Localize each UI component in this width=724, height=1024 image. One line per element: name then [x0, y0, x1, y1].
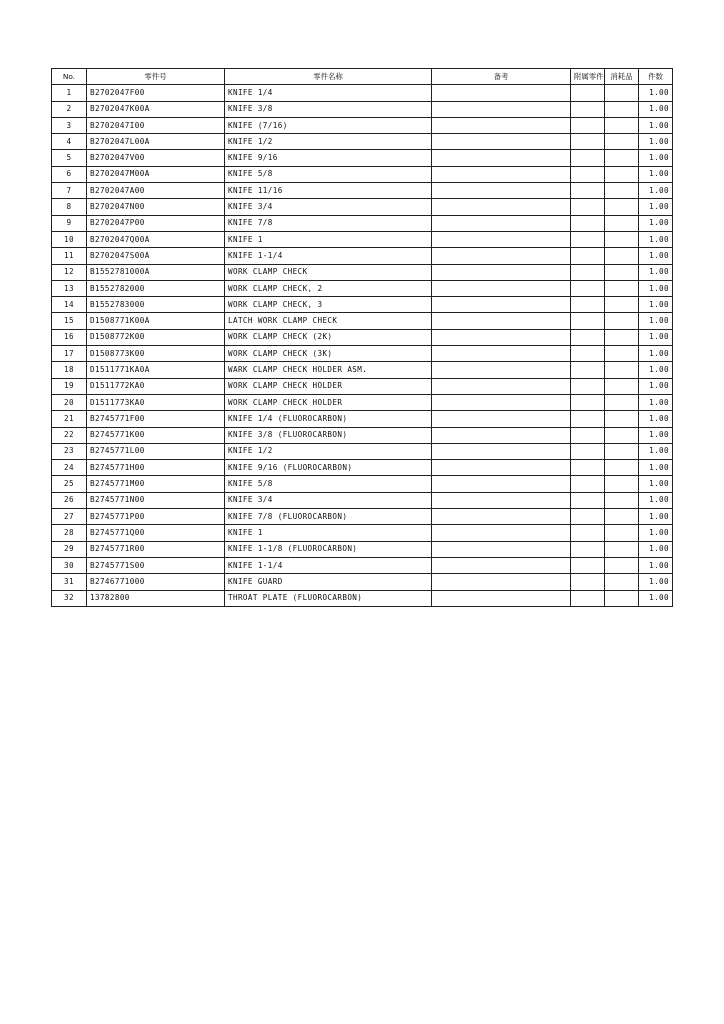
cell-remarks	[432, 117, 571, 133]
cell-consumable	[605, 215, 639, 231]
cell-remarks	[432, 329, 571, 345]
parts-table	[51, 68, 673, 607]
cell-no: 12	[52, 264, 87, 280]
cell-accessory	[571, 557, 605, 573]
cell-no: 20	[52, 394, 87, 410]
cell-part-number: B2745771K00	[87, 427, 225, 443]
cell-accessory	[571, 264, 605, 280]
cell-remarks	[432, 297, 571, 313]
table-row	[52, 117, 673, 133]
cell-consumable	[605, 427, 639, 443]
cell-consumable	[605, 134, 639, 150]
cell-accessory	[571, 248, 605, 264]
cell-quantity: 1.00	[639, 590, 673, 606]
cell-part-name: KNIFE 5/8	[225, 166, 432, 182]
cell-remarks	[432, 411, 571, 427]
cell-no: 3	[52, 117, 87, 133]
cell-part-number: B2702047Q00A	[87, 231, 225, 247]
table-row	[52, 509, 673, 525]
cell-part-number: B2745771H00	[87, 460, 225, 476]
cell-quantity: 1.00	[639, 525, 673, 541]
cell-no: 15	[52, 313, 87, 329]
cell-accessory	[571, 117, 605, 133]
table-row	[52, 541, 673, 557]
cell-part-number: B2745771P00	[87, 509, 225, 525]
cell-accessory	[571, 509, 605, 525]
cell-remarks	[432, 85, 571, 101]
header-accessory: 附属零件	[571, 69, 605, 85]
cell-remarks	[432, 476, 571, 492]
cell-no: 19	[52, 378, 87, 394]
cell-no: 8	[52, 199, 87, 215]
table-row	[52, 134, 673, 150]
cell-remarks	[432, 443, 571, 459]
cell-no: 11	[52, 248, 87, 264]
cell-part-name: KNIFE 1-1/8 (FLUOROCARBON)	[225, 541, 432, 557]
header-remarks: 备考	[432, 69, 571, 85]
cell-part-number: D1508771K00A	[87, 313, 225, 329]
cell-consumable	[605, 248, 639, 264]
cell-quantity: 1.00	[639, 231, 673, 247]
cell-quantity: 1.00	[639, 460, 673, 476]
header-no: No.	[52, 69, 87, 85]
cell-remarks	[432, 460, 571, 476]
cell-quantity: 1.00	[639, 492, 673, 508]
cell-accessory	[571, 183, 605, 199]
table-row	[52, 476, 673, 492]
cell-quantity: 1.00	[639, 134, 673, 150]
cell-consumable	[605, 264, 639, 280]
cell-remarks	[432, 313, 571, 329]
cell-remarks	[432, 590, 571, 606]
cell-part-number: D1511772KA0	[87, 378, 225, 394]
cell-quantity: 1.00	[639, 411, 673, 427]
cell-part-name: KNIFE 1	[225, 525, 432, 541]
cell-consumable	[605, 150, 639, 166]
cell-part-name: KNIFE 7/8 (FLUOROCARBON)	[225, 509, 432, 525]
cell-accessory	[571, 590, 605, 606]
cell-consumable	[605, 541, 639, 557]
cell-part-name: KNIFE 9/16	[225, 150, 432, 166]
cell-quantity: 1.00	[639, 443, 673, 459]
table-row	[52, 248, 673, 264]
cell-part-name: KNIFE 3/8 (FLUOROCARBON)	[225, 427, 432, 443]
cell-accessory	[571, 394, 605, 410]
cell-quantity: 1.00	[639, 362, 673, 378]
cell-quantity: 1.00	[639, 183, 673, 199]
table-row	[52, 378, 673, 394]
table-row	[52, 280, 673, 296]
table-row	[52, 411, 673, 427]
cell-part-number: B2702047A00	[87, 183, 225, 199]
cell-part-name: KNIFE 5/8	[225, 476, 432, 492]
cell-part-name: KNIFE 9/16 (FLUOROCARBON)	[225, 460, 432, 476]
header-quantity: 件数	[639, 69, 673, 85]
table-row	[52, 492, 673, 508]
cell-remarks	[432, 215, 571, 231]
cell-part-name: KNIFE 7/8	[225, 215, 432, 231]
cell-no: 28	[52, 525, 87, 541]
cell-part-name: WORK CLAMP CHECK	[225, 264, 432, 280]
cell-accessory	[571, 134, 605, 150]
cell-part-number: B2702047N00	[87, 199, 225, 215]
cell-accessory	[571, 378, 605, 394]
cell-accessory	[571, 101, 605, 117]
cell-remarks	[432, 574, 571, 590]
cell-remarks	[432, 150, 571, 166]
cell-consumable	[605, 557, 639, 573]
cell-remarks	[432, 248, 571, 264]
cell-remarks	[432, 280, 571, 296]
cell-consumable	[605, 183, 639, 199]
cell-no: 7	[52, 183, 87, 199]
cell-no: 21	[52, 411, 87, 427]
table-row	[52, 264, 673, 280]
cell-accessory	[571, 329, 605, 345]
cell-accessory	[571, 346, 605, 362]
cell-quantity: 1.00	[639, 199, 673, 215]
table-row	[52, 590, 673, 606]
cell-consumable	[605, 476, 639, 492]
cell-remarks	[432, 134, 571, 150]
cell-part-name: KNIFE 1/2	[225, 443, 432, 459]
cell-part-name: KNIFE 1/4	[225, 85, 432, 101]
cell-remarks	[432, 346, 571, 362]
cell-part-name: KNIFE 1/4 (FLUOROCARBON)	[225, 411, 432, 427]
cell-consumable	[605, 411, 639, 427]
cell-consumable	[605, 297, 639, 313]
cell-part-number: B2702047P00	[87, 215, 225, 231]
cell-consumable	[605, 590, 639, 606]
cell-part-name: WORK CLAMP CHECK, 2	[225, 280, 432, 296]
header-part-number: 零件号	[87, 69, 225, 85]
cell-accessory	[571, 411, 605, 427]
cell-quantity: 1.00	[639, 476, 673, 492]
cell-consumable	[605, 101, 639, 117]
cell-no: 10	[52, 231, 87, 247]
cell-part-number: B2745771F00	[87, 411, 225, 427]
cell-accessory	[571, 476, 605, 492]
cell-no: 25	[52, 476, 87, 492]
cell-accessory	[571, 297, 605, 313]
cell-part-number: B1552783000	[87, 297, 225, 313]
cell-quantity: 1.00	[639, 85, 673, 101]
cell-remarks	[432, 394, 571, 410]
cell-accessory	[571, 313, 605, 329]
cell-consumable	[605, 313, 639, 329]
cell-consumable	[605, 525, 639, 541]
cell-quantity: 1.00	[639, 280, 673, 296]
cell-quantity: 1.00	[639, 101, 673, 117]
cell-part-number: B1552781000A	[87, 264, 225, 280]
table-row	[52, 329, 673, 345]
cell-part-number: D1508772K00	[87, 329, 225, 345]
cell-remarks	[432, 231, 571, 247]
cell-part-name: KNIFE (7/16)	[225, 117, 432, 133]
table-row	[52, 525, 673, 541]
cell-consumable	[605, 509, 639, 525]
cell-part-name: WORK CLAMP CHECK HOLDER	[225, 394, 432, 410]
cell-no: 22	[52, 427, 87, 443]
cell-quantity: 1.00	[639, 509, 673, 525]
cell-quantity: 1.00	[639, 346, 673, 362]
table-row	[52, 297, 673, 313]
cell-consumable	[605, 443, 639, 459]
cell-no: 27	[52, 509, 87, 525]
cell-consumable	[605, 346, 639, 362]
table-row	[52, 101, 673, 117]
cell-consumable	[605, 166, 639, 182]
cell-remarks	[432, 166, 571, 182]
table-row	[52, 346, 673, 362]
cell-part-number: B2702047K00A	[87, 101, 225, 117]
cell-accessory	[571, 427, 605, 443]
table-row	[52, 362, 673, 378]
cell-remarks	[432, 525, 571, 541]
table-row	[52, 215, 673, 231]
cell-part-name: THROAT PLATE (FLUOROCARBON)	[225, 590, 432, 606]
parts-list-sheet	[51, 68, 672, 607]
cell-part-name: WORK CLAMP CHECK, 3	[225, 297, 432, 313]
cell-remarks	[432, 509, 571, 525]
table-row	[52, 313, 673, 329]
table-row	[52, 460, 673, 476]
cell-part-name: KNIFE 1/2	[225, 134, 432, 150]
cell-quantity: 1.00	[639, 329, 673, 345]
cell-part-name: WARK CLAMP CHECK HOLDER ASM.	[225, 362, 432, 378]
cell-no: 9	[52, 215, 87, 231]
cell-part-number: D1508773K00	[87, 346, 225, 362]
cell-no: 5	[52, 150, 87, 166]
cell-remarks	[432, 541, 571, 557]
cell-no: 6	[52, 166, 87, 182]
cell-remarks	[432, 557, 571, 573]
cell-accessory	[571, 525, 605, 541]
cell-part-number: B2745771R00	[87, 541, 225, 557]
table-row	[52, 427, 673, 443]
cell-no: 2	[52, 101, 87, 117]
cell-part-number: B2745771N00	[87, 492, 225, 508]
cell-part-name: KNIFE 1	[225, 231, 432, 247]
cell-part-number: D1511771KA0A	[87, 362, 225, 378]
cell-quantity: 1.00	[639, 313, 673, 329]
cell-remarks	[432, 362, 571, 378]
cell-part-number: B2745771S00	[87, 557, 225, 573]
cell-quantity: 1.00	[639, 150, 673, 166]
cell-quantity: 1.00	[639, 394, 673, 410]
cell-remarks	[432, 378, 571, 394]
cell-consumable	[605, 574, 639, 590]
cell-consumable	[605, 329, 639, 345]
cell-accessory	[571, 231, 605, 247]
cell-part-name: WORK CLAMP CHECK HOLDER	[225, 378, 432, 394]
cell-no: 16	[52, 329, 87, 345]
cell-part-name: KNIFE GUARD	[225, 574, 432, 590]
cell-accessory	[571, 280, 605, 296]
cell-part-name: KNIFE 3/4	[225, 199, 432, 215]
cell-quantity: 1.00	[639, 166, 673, 182]
cell-no: 31	[52, 574, 87, 590]
cell-quantity: 1.00	[639, 557, 673, 573]
cell-no: 26	[52, 492, 87, 508]
cell-consumable	[605, 378, 639, 394]
cell-accessory	[571, 541, 605, 557]
cell-no: 1	[52, 85, 87, 101]
cell-no: 4	[52, 134, 87, 150]
cell-no: 14	[52, 297, 87, 313]
cell-remarks	[432, 264, 571, 280]
cell-accessory	[571, 85, 605, 101]
cell-consumable	[605, 117, 639, 133]
table-row	[52, 183, 673, 199]
cell-part-number: B2745771Q00	[87, 525, 225, 541]
cell-no: 17	[52, 346, 87, 362]
cell-quantity: 1.00	[639, 297, 673, 313]
cell-remarks	[432, 427, 571, 443]
cell-accessory	[571, 492, 605, 508]
cell-part-number: B2702047S00A	[87, 248, 225, 264]
table-row	[52, 574, 673, 590]
cell-part-number: B2745771L00	[87, 443, 225, 459]
cell-accessory	[571, 150, 605, 166]
cell-part-number: B2702047M00A	[87, 166, 225, 182]
cell-quantity: 1.00	[639, 248, 673, 264]
table-row	[52, 443, 673, 459]
cell-no: 24	[52, 460, 87, 476]
cell-part-name: KNIFE 3/4	[225, 492, 432, 508]
cell-accessory	[571, 199, 605, 215]
cell-accessory	[571, 215, 605, 231]
cell-consumable	[605, 460, 639, 476]
cell-part-name: KNIFE 3/8	[225, 101, 432, 117]
cell-quantity: 1.00	[639, 427, 673, 443]
cell-consumable	[605, 231, 639, 247]
cell-part-number: B2746771000	[87, 574, 225, 590]
cell-remarks	[432, 199, 571, 215]
cell-part-name: WORK CLAMP CHECK (2K)	[225, 329, 432, 345]
header-part-name: 零件名称	[225, 69, 432, 85]
cell-consumable	[605, 199, 639, 215]
table-row	[52, 166, 673, 182]
cell-quantity: 1.00	[639, 215, 673, 231]
cell-part-name: KNIFE 1-1/4	[225, 557, 432, 573]
cell-consumable	[605, 492, 639, 508]
cell-part-number: B2702047V00	[87, 150, 225, 166]
table-row	[52, 394, 673, 410]
cell-part-name: LATCH WORK CLAMP CHECK	[225, 313, 432, 329]
cell-no: 13	[52, 280, 87, 296]
cell-accessory	[571, 574, 605, 590]
table-row	[52, 150, 673, 166]
cell-no: 32	[52, 590, 87, 606]
cell-accessory	[571, 166, 605, 182]
cell-quantity: 1.00	[639, 574, 673, 590]
cell-part-name: WORK CLAMP CHECK (3K)	[225, 346, 432, 362]
cell-part-number: B2745771M00	[87, 476, 225, 492]
table-header-row	[52, 69, 673, 85]
cell-accessory	[571, 460, 605, 476]
cell-no: 30	[52, 557, 87, 573]
cell-consumable	[605, 85, 639, 101]
cell-quantity: 1.00	[639, 378, 673, 394]
table-row	[52, 557, 673, 573]
cell-part-number: B2702047F00	[87, 85, 225, 101]
cell-quantity: 1.00	[639, 117, 673, 133]
cell-part-number: B2702047L00A	[87, 134, 225, 150]
cell-no: 23	[52, 443, 87, 459]
header-consumable: 消耗品	[605, 69, 639, 85]
cell-part-number: 13782800	[87, 590, 225, 606]
cell-part-name: KNIFE 1-1/4	[225, 248, 432, 264]
cell-consumable	[605, 362, 639, 378]
table-body	[52, 85, 673, 607]
cell-remarks	[432, 183, 571, 199]
cell-remarks	[432, 101, 571, 117]
table-row	[52, 85, 673, 101]
cell-no: 18	[52, 362, 87, 378]
cell-quantity: 1.00	[639, 264, 673, 280]
cell-accessory	[571, 362, 605, 378]
cell-part-number: D1511773KA0	[87, 394, 225, 410]
table-row	[52, 199, 673, 215]
cell-part-number: B2702047I00	[87, 117, 225, 133]
cell-part-name: KNIFE 11/16	[225, 183, 432, 199]
cell-consumable	[605, 394, 639, 410]
cell-part-number: B1552782000	[87, 280, 225, 296]
cell-no: 29	[52, 541, 87, 557]
cell-remarks	[432, 492, 571, 508]
cell-consumable	[605, 280, 639, 296]
table-row	[52, 231, 673, 247]
cell-accessory	[571, 443, 605, 459]
cell-quantity: 1.00	[639, 541, 673, 557]
